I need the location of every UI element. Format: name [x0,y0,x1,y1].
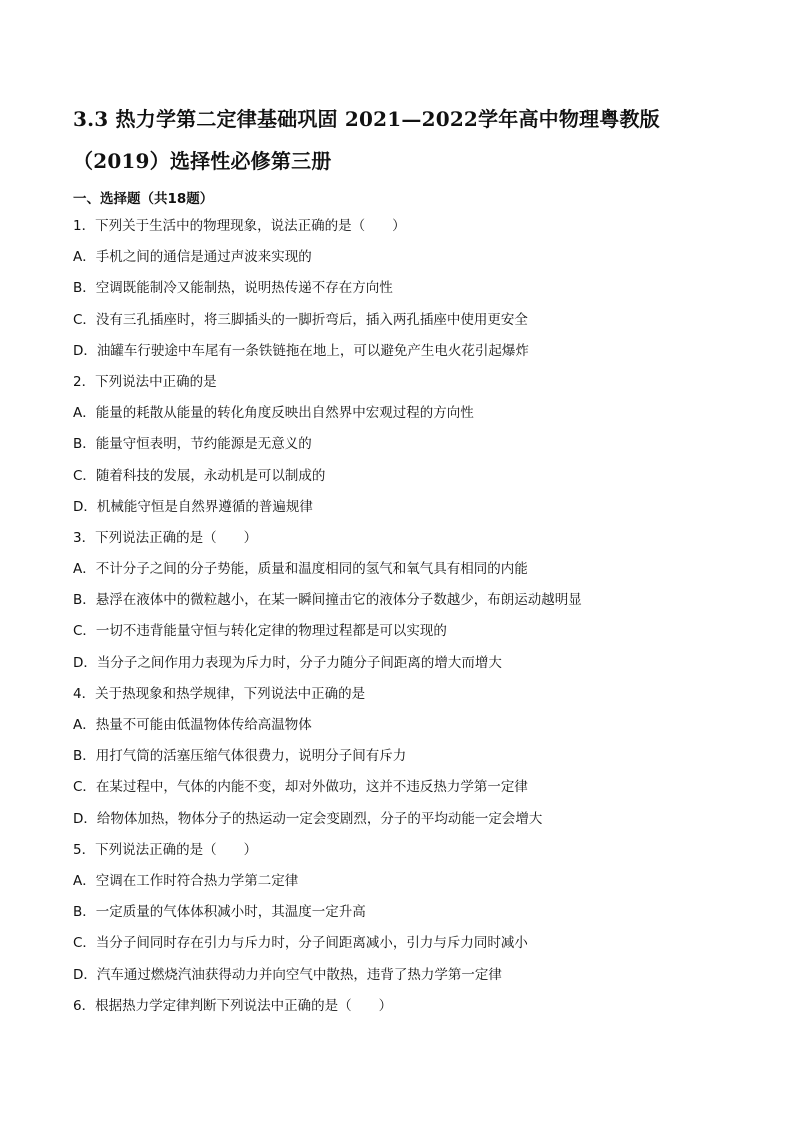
question-5-option-d: D．汽车通过燃烧汽油获得动力并向空气中散热，违背了热力学第一定律 [73,966,502,983]
question-5-option-a: A．空调在工作时符合热力学第二定律 [73,872,299,889]
question-3-option-d: D．当分子之间作用力表现为斥力时，分子力随分子间距离的增大而增大 [73,654,502,671]
question-2-option-d: D．机械能守恒是自然界遵循的普遍规律 [73,498,313,515]
document-title-line-1: 3.3 热力学第二定律基础巩固 2021—2022学年高中物理粤教版 [73,107,660,131]
question-1-option-d: D．油罐车行驶途中车尾有一条铁链拖在地上，可以避免产生电火花引起爆炸 [73,342,529,359]
question-1-option-a: A．手机之间的通信是通过声波来实现的 [73,249,312,266]
question-2-option-a: A．能量的耗散从能量的转化角度反映出自然界中宏观过程的方向性 [73,405,474,422]
question-list [73,214,582,1025]
question-2-option-b: B．能量守恒表明，节约能源是无意义的 [73,436,312,453]
document-title-line-2: （2019）选择性必修第三册 [73,149,332,173]
question-1-option-c: C．没有三孔插座时，将三脚插头的一脚折弯后，插入两孔插座中使用更安全 [73,311,528,328]
question-3-option-b: B．悬浮在液体中的微粒越小，在某一瞬间撞击它的液体分子数越少，布朗运动越明显 [73,592,582,609]
question-4-option-d: D．给物体加热，物体分子的热运动一定会变剧烈，分子的平均动能一定会增大 [73,810,543,827]
question-3-option-c: C．一切不违背能量守恒与转化定律的物理过程都是可以实现的 [73,623,447,640]
question-3-option-a: A．不计分子之间的分子势能，质量和温度相同的氢气和氧气具有相同的内能 [73,561,528,578]
question-4-stem: 4．关于热现象和热学规律，下列说法中正确的是 [73,685,366,702]
question-1-option-b: B．空调既能制冷又能制热，说明热传递不存在方向性 [73,280,393,297]
question-4-option-a: A．热量不可能由低温物体传给高温物体 [73,717,312,733]
question-2-option-c: C．随着科技的发展，永动机是可以制成的 [73,467,326,484]
question-4-option-c: C．在某过程中，气体的内能不变，却对外做功，这并不违反热力学第一定律 [73,779,528,796]
question-1-stem: 1．下列关于生活中的物理现象，说法正确的是（ ） [73,218,406,234]
question-2-stem: 2．下列说法中正确的是 [73,373,217,390]
question-6-stem: 6．根据热力学定律判断下列说法中正确的是（ ） [73,997,393,1014]
section-heading: 一、选择题（共18题） [73,191,214,207]
question-3-stem: 3．下列说法正确的是（ ） [73,529,258,546]
question-4-option-b: B．用打气筒的活塞压缩气体很费力，说明分子间有斥力 [73,748,407,765]
question-5-stem: 5．下列说法正确的是（ ） [73,841,258,858]
question-5-option-b: B．一定质量的气体体积减小时，其温度一定升高 [73,904,366,921]
question-5-option-c: C．当分子间同时存在引力与斥力时，分子间距离减小，引力与斥力同时减小 [73,935,528,952]
